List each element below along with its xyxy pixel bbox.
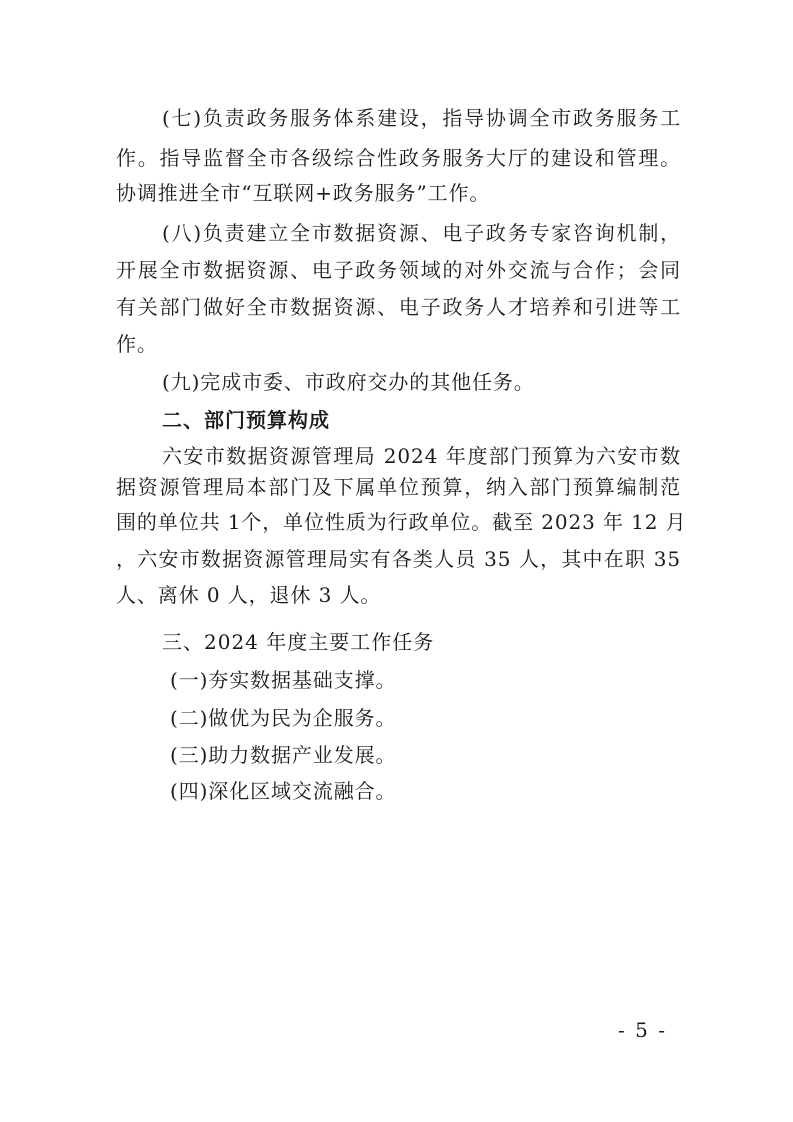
page-number: - 5 - (618, 1018, 667, 1042)
list-item: (一)夯实数据基础支撑。 (170, 668, 397, 692)
paragraph-line: 围的单位共 1个，单位性质为行政单位。截至 2023 年 12 月 (116, 510, 687, 534)
section-heading: 三、2024 年度主要工作任务 (162, 630, 435, 654)
paragraph-line: 有关部门做好全市数据资源、电子政务人才培养和引进等工 (116, 295, 681, 319)
paragraph-line: (八)负责建立全市数据资源、电子政务专家咨询机制， (162, 221, 681, 245)
paragraph-line: (九)完成市委、市政府交办的其他任务。 (162, 370, 535, 394)
paragraph-line: 六安市数据资源管理局 2024 年度部门预算为六安市数 (162, 444, 681, 468)
paragraph-line: ，六安市数据资源管理局实有各类人员 35 人，其中在职 35 (116, 547, 681, 571)
list-item: (二)做优为民为企服务。 (170, 706, 397, 730)
section-heading: 二、部门预算构成 (162, 408, 330, 432)
paragraph-line: 据资源管理局本部门及下属单位预算，纳入部门预算编制范 (116, 475, 681, 499)
list-item: (四)深化区域交流融合。 (170, 779, 397, 803)
paragraph-line: 协调推进全市“互联网+政务服务”工作。 (116, 181, 491, 205)
paragraph-line: 人、离休 0 人，退休 3 人。 (116, 583, 382, 607)
list-item: (三)助力数据产业发展。 (170, 743, 397, 767)
paragraph-line: 作。指导监督全市各级综合性政务服务大厅的建设和管理。 (116, 146, 681, 170)
paragraph-line: 开展全市数据资源、电子政务领域的对外交流与合作；会同 (116, 258, 681, 282)
paragraph-line: 作。 (116, 332, 158, 356)
paragraph-line: (七)负责政务服务体系建设，指导协调全市政务服务工 (162, 106, 681, 130)
